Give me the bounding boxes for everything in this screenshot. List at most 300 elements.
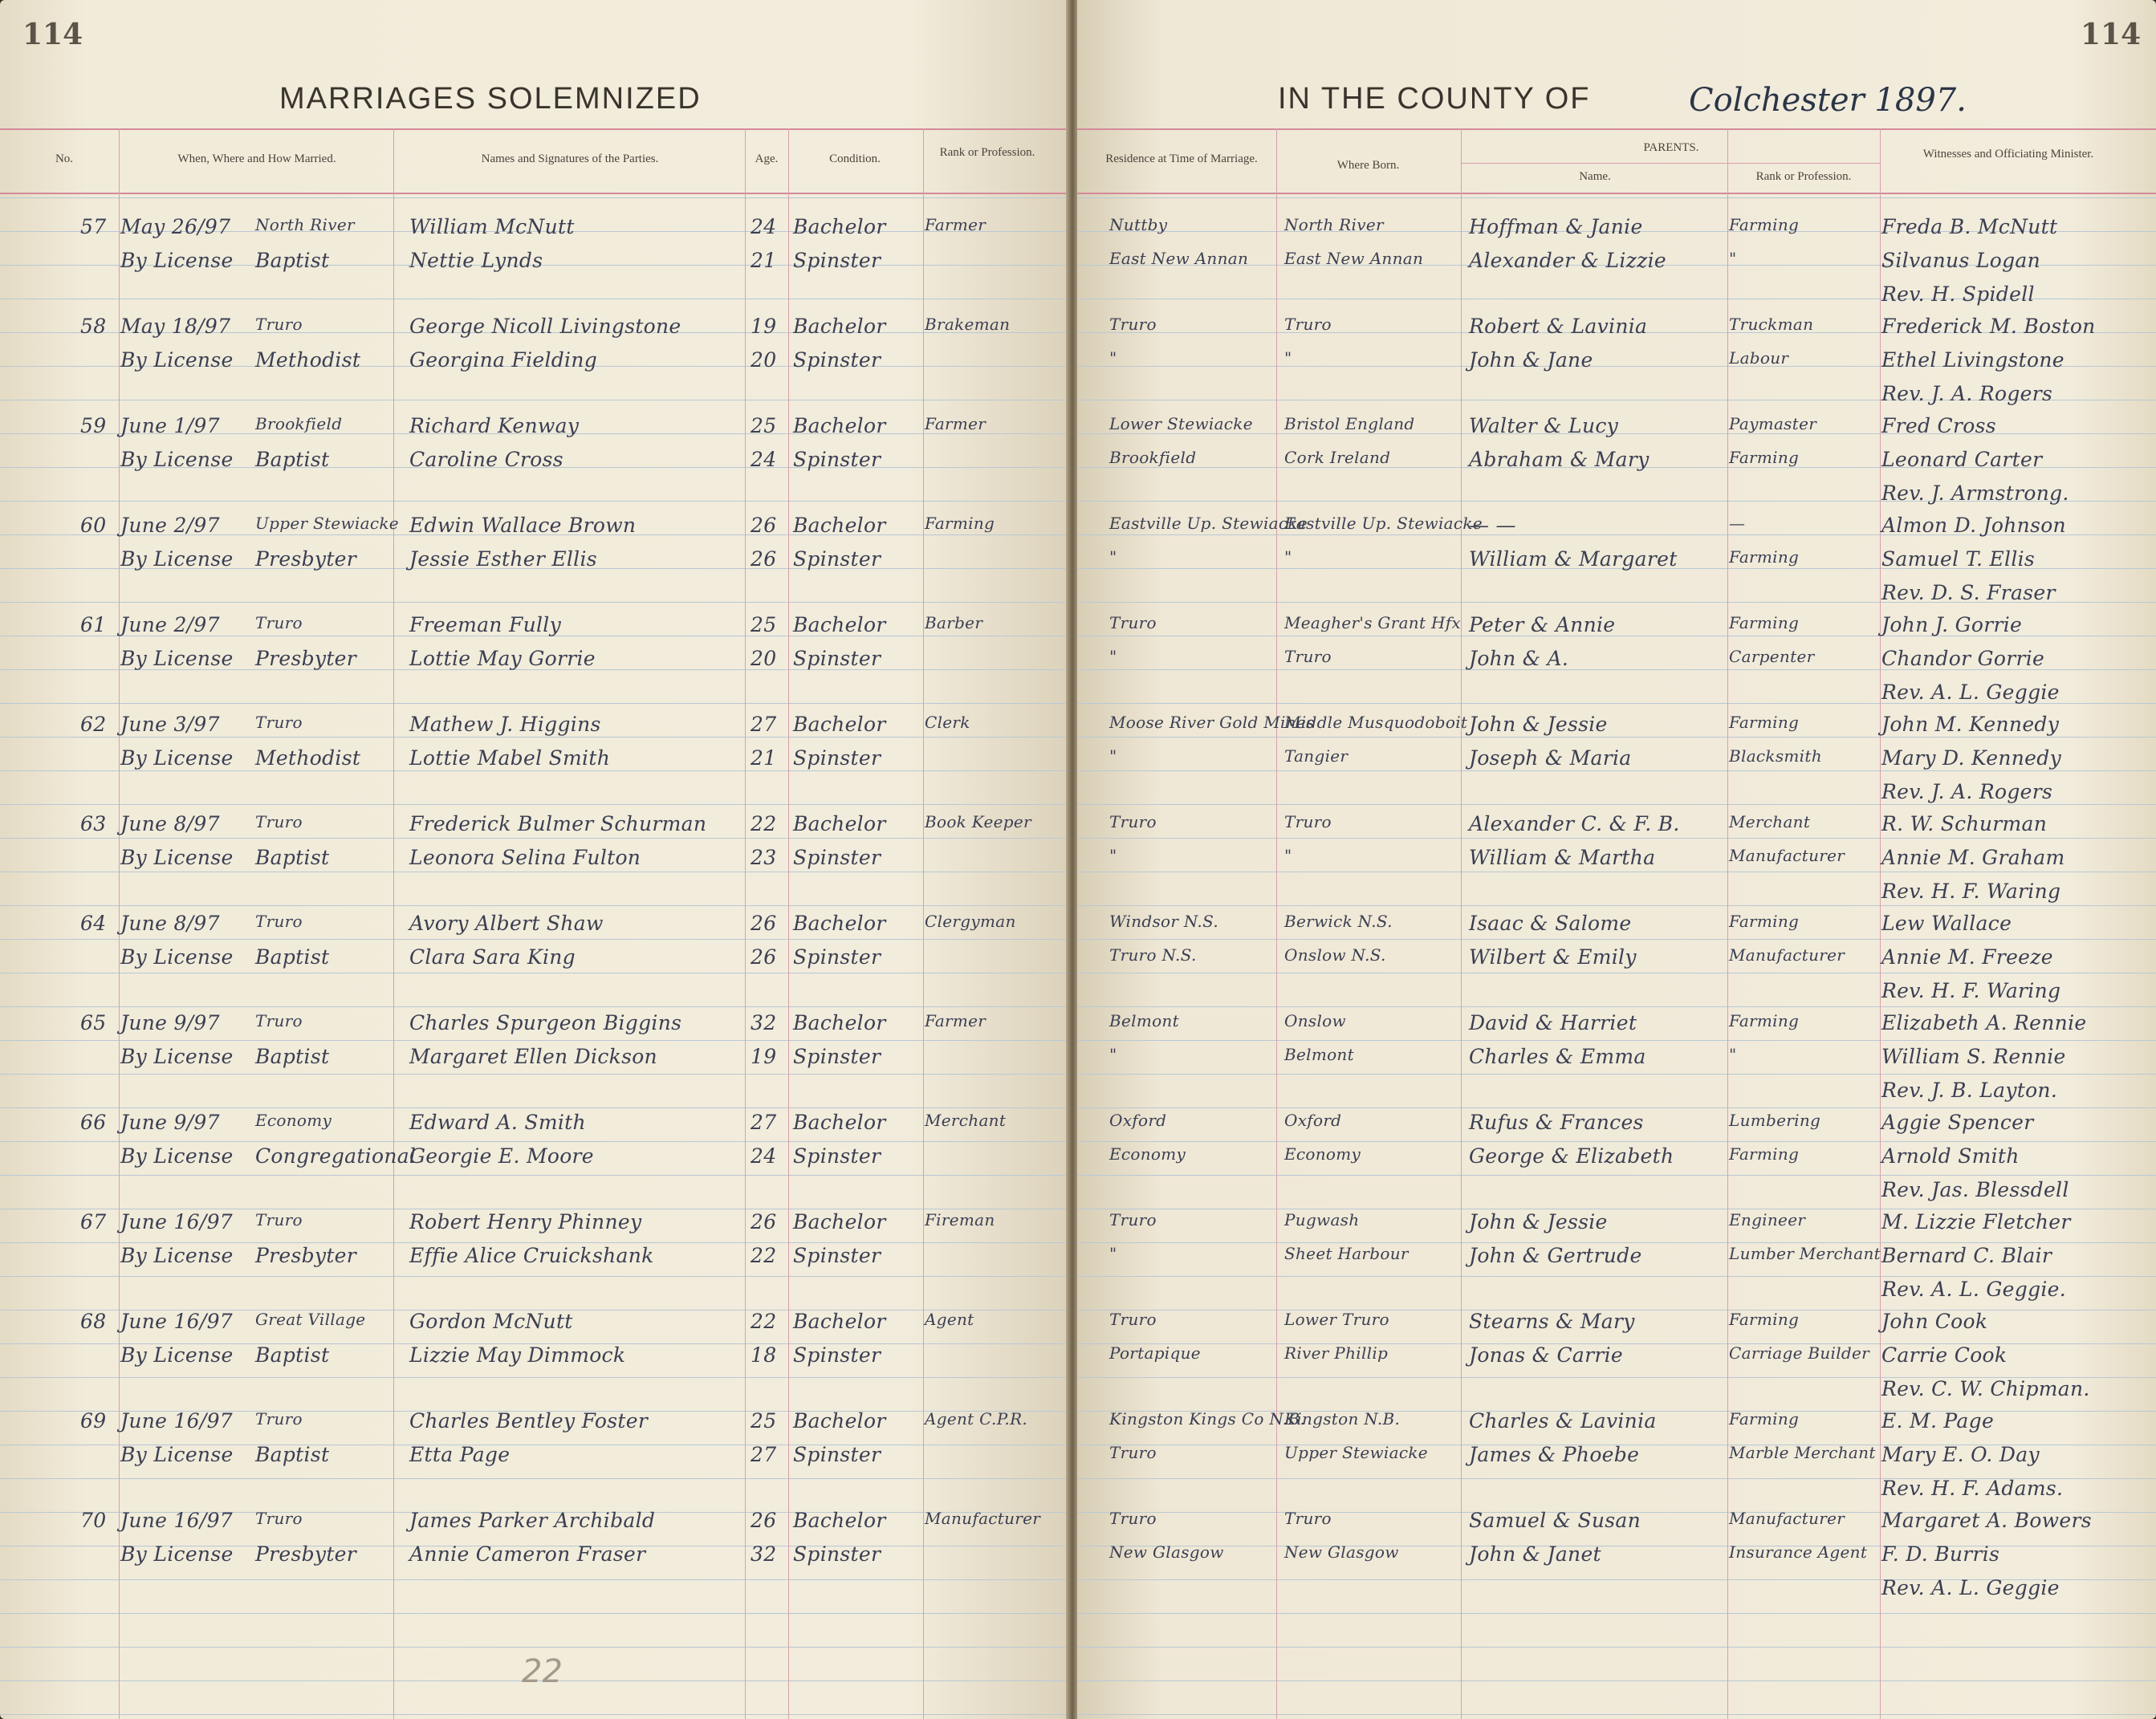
witness-1: R. W. Schurman	[1881, 812, 2048, 835]
col-header-condition: Condition.	[829, 152, 881, 165]
ruled-line	[1077, 804, 2156, 805]
ruled-line	[0, 1242, 1068, 1243]
groom-profession: Brakeman	[925, 315, 1011, 334]
bride-residence: "	[1109, 746, 1117, 766]
entry-number: 70	[80, 1509, 107, 1532]
witness-2: Leonard Carter	[1881, 448, 2043, 471]
bride-parents: Jonas & Carrie	[1469, 1343, 1623, 1367]
witness-1: John J. Gorrie	[1881, 613, 2023, 636]
bride-parents-profession: Farming	[1729, 547, 1800, 567]
denomination: Baptist	[255, 1343, 330, 1367]
bride-residence: "	[1109, 647, 1117, 666]
col-header-parents-name: Name.	[1579, 170, 1611, 183]
entry-number: 58	[80, 315, 107, 338]
groom-profession: Manufacturer	[925, 1509, 1041, 1528]
groom-condition: Bachelor	[793, 1310, 886, 1333]
marriage-by-license: By License	[120, 547, 234, 571]
groom-condition: Bachelor	[793, 1011, 886, 1034]
ruled-line	[1077, 737, 2156, 738]
marriage-date: June 8/97	[120, 912, 220, 935]
groom-condition: Bachelor	[793, 215, 886, 238]
bride-residence: Truro N.S.	[1109, 945, 1197, 965]
groom-age: 25	[751, 613, 777, 636]
marriage-place: Truro	[255, 315, 303, 334]
denomination: Presbyter	[255, 1244, 357, 1267]
marriage-place: Truro	[255, 812, 303, 831]
bride-parents-profession: Carpenter	[1729, 647, 1815, 666]
marriage-place: Economy	[255, 1111, 332, 1130]
ruled-line	[0, 1276, 1068, 1277]
officiating-minister: Rev. H. F. Waring	[1881, 979, 2061, 1002]
groom-birthplace: Eastville Up. Stewiacke	[1284, 514, 1483, 533]
officiating-minister: Rev. H. Spidell	[1881, 282, 2035, 306]
col-divider	[1461, 128, 1462, 1719]
marriage-by-license: By License	[120, 846, 234, 869]
entry-number: 66	[80, 1111, 107, 1134]
denomination: Baptist	[255, 846, 330, 869]
ruled-line	[0, 1006, 1068, 1007]
entry-number: 59	[80, 414, 107, 437]
denomination: Congregational	[255, 1144, 417, 1168]
groom-profession: Book Keeper	[925, 812, 1031, 831]
groom-condition: Bachelor	[793, 1210, 886, 1233]
bride-parents: John & Janet	[1469, 1542, 1601, 1566]
groom-profession: Farming	[925, 514, 995, 533]
ruled-line	[0, 1377, 1068, 1378]
marriage-by-license: By License	[120, 1542, 234, 1566]
ruled-line	[0, 1613, 1068, 1614]
ruled-line	[1077, 1613, 2156, 1614]
bride-parents-profession: Labour	[1729, 348, 1789, 368]
bride-name: Nettie Lynds	[409, 249, 543, 272]
groom-birthplace: Meagher's Grant Hfx	[1284, 613, 1461, 632]
bride-condition: Spinster	[793, 249, 881, 272]
ruled-line	[0, 703, 1068, 704]
groom-residence: Kingston Kings Co N.B.	[1109, 1409, 1306, 1428]
marriage-by-license: By License	[120, 1443, 234, 1466]
groom-condition: Bachelor	[793, 1409, 886, 1432]
bride-birthplace: "	[1284, 547, 1292, 567]
groom-age: 25	[751, 414, 777, 437]
groom-profession: Agent	[925, 1310, 974, 1329]
ruled-line	[0, 1040, 1068, 1041]
groom-residence: Nuttby	[1109, 215, 1168, 234]
left-page	[0, 0, 1068, 1719]
entry-number: 67	[80, 1210, 107, 1233]
groom-age: 26	[751, 514, 777, 537]
groom-name: Edwin Wallace Brown	[409, 514, 637, 537]
bride-parents-profession: "	[1729, 249, 1737, 268]
ruled-line	[0, 1579, 1068, 1580]
witness-2: Annie M. Freeze	[1881, 945, 2053, 969]
bride-age: 22	[751, 1244, 777, 1267]
ruled-line	[0, 804, 1068, 805]
bride-residence: East New Annan	[1109, 249, 1249, 268]
ruled-line	[0, 905, 1068, 906]
col-divider	[1276, 128, 1277, 1719]
col-divider	[788, 128, 789, 1719]
bride-condition: Spinster	[793, 1443, 881, 1466]
groom-profession: Merchant	[925, 1111, 1007, 1130]
denomination: Presbyter	[255, 1542, 357, 1566]
groom-name: Charles Spurgeon Biggins	[409, 1011, 682, 1034]
groom-parents-profession: Farming	[1729, 1409, 1800, 1428]
marriage-by-license: By License	[120, 448, 234, 471]
entry-number: 60	[80, 514, 107, 537]
witness-1: Lew Wallace	[1881, 912, 2012, 935]
title-left: MARRIAGES SOLEMNIZED	[279, 82, 702, 116]
groom-condition: Bachelor	[793, 315, 886, 338]
bride-residence: Truro	[1109, 1443, 1157, 1462]
groom-name: Robert Henry Phinney	[409, 1210, 642, 1233]
county-name: Colchester 1897.	[1689, 82, 1967, 119]
ruled-line	[0, 1141, 1068, 1142]
col-divider	[745, 128, 746, 1719]
bride-parents-profession: Blacksmith	[1729, 746, 1822, 766]
groom-parents: Samuel & Susan	[1469, 1509, 1641, 1532]
marriage-by-license: By License	[120, 1244, 234, 1267]
ruled-line	[1077, 1276, 2156, 1277]
officiating-minister: Rev. J. A. Rogers	[1881, 780, 2053, 803]
groom-residence: Lower Stewiacke	[1109, 414, 1253, 433]
bride-parents: George & Elizabeth	[1469, 1144, 1674, 1168]
bride-name: Lizzie May Dimmock	[409, 1343, 626, 1367]
entry-number: 64	[80, 912, 107, 935]
denomination: Methodist	[255, 348, 361, 372]
bride-birthplace: Belmont	[1284, 1045, 1354, 1064]
entry-number: 62	[80, 713, 107, 736]
witness-1: Margaret A. Bowers	[1881, 1509, 2092, 1532]
ruled-line	[0, 602, 1068, 603]
groom-age: 25	[751, 1409, 777, 1432]
marriage-by-license: By License	[120, 945, 234, 969]
bride-name: Jessie Esther Ellis	[409, 547, 597, 571]
bride-name: Georgie E. Moore	[409, 1144, 594, 1168]
bride-condition: Spinster	[793, 348, 881, 372]
groom-profession: Clerk	[925, 713, 970, 732]
denomination: Presbyter	[255, 647, 357, 670]
groom-birthplace: Lower Truro	[1284, 1310, 1389, 1329]
entry-number: 65	[80, 1011, 107, 1034]
groom-name: Avory Albert Shaw	[409, 912, 604, 935]
bride-age: 20	[751, 348, 777, 372]
witness-2: Ethel Livingstone	[1881, 348, 2064, 372]
witness-2: Mary E. O. Day	[1881, 1443, 2040, 1466]
groom-profession: Fireman	[925, 1210, 995, 1229]
bride-name: Caroline Cross	[409, 448, 563, 471]
marriage-place: Truro	[255, 1409, 303, 1428]
marriage-place: Truro	[255, 713, 303, 732]
groom-parents-profession: Farming	[1729, 1310, 1800, 1329]
ruled-line	[0, 1714, 1068, 1715]
right-page-number: 114	[2081, 18, 2142, 51]
bride-birthplace: Economy	[1284, 1144, 1361, 1164]
bride-condition: Spinster	[793, 448, 881, 471]
bride-parents: James & Phoebe	[1469, 1443, 1640, 1466]
header-rule-top	[1077, 128, 2156, 130]
left-page-number: 114	[22, 18, 83, 51]
groom-age: 27	[751, 1111, 777, 1134]
ruled-line	[0, 737, 1068, 738]
parents-subrule	[1461, 163, 1880, 164]
col-header-parents-rank: Rank or Profession.	[1755, 170, 1852, 183]
entry-number: 61	[80, 613, 107, 636]
marriage-by-license: By License	[120, 746, 234, 770]
witness-1: Freda B. McNutt	[1881, 215, 2058, 238]
ruled-line	[1077, 1714, 2156, 1715]
bride-condition: Spinster	[793, 1343, 881, 1367]
bride-birthplace: New Glasgow	[1284, 1542, 1399, 1562]
bride-residence: Brookfield	[1109, 448, 1197, 467]
col-divider	[923, 128, 924, 1719]
ruled-line	[1077, 197, 2156, 198]
groom-parents-profession: Farming	[1729, 613, 1800, 632]
officiating-minister: Rev. A. L. Geggie.	[1881, 1278, 2067, 1301]
groom-parents: David & Harriet	[1469, 1011, 1637, 1034]
groom-parents-profession: —	[1729, 514, 1746, 533]
groom-age: 32	[751, 1011, 777, 1034]
bride-parents: Charles & Emma	[1469, 1045, 1646, 1068]
bride-name: Clara Sara King	[409, 945, 576, 969]
entry-number: 63	[80, 812, 107, 835]
marriage-date: June 16/97	[120, 1409, 234, 1432]
bride-residence: "	[1109, 348, 1117, 368]
col-header-where-born: Where Born.	[1336, 159, 1400, 172]
ruled-line	[1077, 1141, 2156, 1142]
marriage-place: Truro	[255, 1210, 303, 1229]
marriage-by-license: By License	[120, 1144, 234, 1168]
bride-condition: Spinster	[793, 1244, 881, 1267]
witness-1: E. M. Page	[1881, 1409, 1995, 1432]
bride-parents-profession: Insurance Agent	[1729, 1542, 1868, 1562]
witness-1: John Cook	[1881, 1310, 1988, 1333]
header-rule-bottom	[1077, 193, 2156, 194]
marriage-date: June 9/97	[120, 1111, 220, 1134]
bride-age: 21	[751, 249, 777, 272]
witness-1: Aggie Spencer	[1881, 1111, 2034, 1134]
marriage-date: June 16/97	[120, 1310, 234, 1333]
ruled-line	[0, 1478, 1068, 1479]
marriage-place: Great Village	[255, 1310, 366, 1329]
marriage-date: June 3/97	[120, 713, 220, 736]
bride-name: Leonora Selina Fulton	[409, 846, 641, 869]
denomination: Baptist	[255, 945, 330, 969]
bride-age: 24	[751, 448, 777, 471]
officiating-minister: Rev. J. B. Layton.	[1881, 1079, 2058, 1102]
bride-name: Margaret Ellen Dickson	[409, 1045, 657, 1068]
entry-number: 68	[80, 1310, 107, 1333]
groom-condition: Bachelor	[793, 1111, 886, 1134]
groom-profession: Farmer	[925, 1011, 986, 1030]
groom-parents: Rufus & Frances	[1469, 1111, 1644, 1134]
groom-name: Charles Bentley Foster	[409, 1409, 649, 1432]
ruled-line	[0, 939, 1068, 940]
groom-name: Gordon McNutt	[409, 1310, 573, 1333]
bride-birthplace: Tangier	[1284, 746, 1349, 766]
bride-parents: Wilbert & Emily	[1469, 945, 1637, 969]
groom-name: George Nicoll Livingstone	[409, 315, 681, 338]
bride-parents: William & Margaret	[1469, 547, 1678, 571]
bride-parents: John & A.	[1469, 647, 1569, 670]
bride-birthplace: Truro	[1284, 647, 1332, 666]
marriage-date: June 9/97	[120, 1011, 220, 1034]
marriage-date: June 16/97	[120, 1509, 234, 1532]
groom-birthplace: North River	[1284, 215, 1384, 234]
title-right: IN THE COUNTY OF	[1278, 82, 1591, 116]
groom-parents-profession: Farming	[1729, 713, 1800, 732]
witness-2: Chandor Gorrie	[1881, 647, 2045, 670]
bride-parents-profession: Lumber Merchant	[1729, 1244, 1881, 1263]
denomination: Presbyter	[255, 547, 357, 571]
groom-condition: Bachelor	[793, 414, 886, 437]
denomination: Baptist	[255, 249, 330, 272]
ruled-line	[0, 501, 1068, 502]
col-header-when-where: When, Where and How Married.	[177, 152, 336, 165]
groom-parents: Isaac & Salome	[1469, 912, 1632, 935]
groom-age: 22	[751, 812, 777, 835]
col-divider	[119, 128, 120, 1719]
bride-residence: "	[1109, 846, 1117, 865]
groom-parents: Walter & Lucy	[1469, 414, 1619, 437]
denomination: Baptist	[255, 448, 330, 471]
witness-2: Bernard C. Blair	[1881, 1244, 2052, 1267]
ruled-line	[1077, 1006, 2156, 1007]
groom-condition: Bachelor	[793, 613, 886, 636]
bride-condition: Spinster	[793, 647, 881, 670]
witness-2: Samuel T. Ellis	[1881, 547, 2036, 571]
bride-parents: William & Martha	[1469, 846, 1656, 869]
bride-parents: Abraham & Mary	[1469, 448, 1650, 471]
right-page	[1077, 0, 2156, 1719]
ruled-line	[1077, 1175, 2156, 1176]
bride-parents: John & Jane	[1469, 348, 1593, 372]
groom-condition: Bachelor	[793, 912, 886, 935]
denomination: Baptist	[255, 1443, 330, 1466]
groom-parents-profession: Farming	[1729, 912, 1800, 931]
marriage-place: Upper Stewiacke	[255, 514, 399, 533]
bride-age: 32	[751, 1542, 777, 1566]
header-rule-bottom	[0, 193, 1068, 194]
col-header-rank: Rank or Profession.	[939, 146, 1035, 159]
groom-parents: Peter & Annie	[1469, 613, 1616, 636]
groom-age: 26	[751, 1509, 777, 1532]
officiating-minister: Rev. A. L. Geggie	[1881, 1576, 2060, 1599]
groom-age: 26	[751, 912, 777, 935]
bride-condition: Spinster	[793, 945, 881, 969]
marriage-date: May 26/97	[120, 215, 231, 238]
groom-parents-profession: Farming	[1729, 1011, 1800, 1030]
groom-residence: Truro	[1109, 315, 1157, 334]
groom-birthplace: Onslow	[1284, 1011, 1346, 1030]
marriage-by-license: By License	[120, 1045, 234, 1068]
bride-name: Etta Page	[409, 1443, 511, 1466]
ruled-line	[1077, 1040, 2156, 1041]
bride-age: 19	[751, 1045, 777, 1068]
groom-parents-profession: Paymaster	[1729, 414, 1817, 433]
groom-residence: Truro	[1109, 812, 1157, 831]
col-header-names: Names and Signatures of the Parties.	[481, 152, 659, 165]
groom-parents-profession: Lumbering	[1729, 1111, 1821, 1130]
groom-birthplace: Pugwash	[1284, 1210, 1360, 1229]
bride-parents-profession: Carriage Builder	[1729, 1343, 1870, 1363]
entry-number: 69	[80, 1409, 107, 1432]
bride-name: Lottie May Gorrie	[409, 647, 596, 670]
bride-residence: Portapique	[1109, 1343, 1201, 1363]
officiating-minister: Rev. A. L. Geggie	[1881, 681, 2060, 704]
groom-parents: — —	[1469, 514, 1516, 537]
groom-parents-profession: Engineer	[1729, 1210, 1806, 1229]
bride-parents: Joseph & Maria	[1469, 746, 1632, 770]
col-header-witnesses: Witnesses and Officiating Minister.	[1922, 148, 2094, 161]
officiating-minister: Rev. H. F. Adams.	[1881, 1477, 2064, 1500]
groom-residence: Moose River Gold Mines	[1109, 713, 1315, 732]
groom-birthplace: Kingston N.B.	[1284, 1409, 1401, 1428]
col-header-no: No.	[55, 152, 74, 165]
groom-condition: Bachelor	[793, 514, 886, 537]
bride-condition: Spinster	[793, 846, 881, 869]
denomination: Methodist	[255, 746, 361, 770]
ruled-line	[1077, 838, 2156, 839]
ruled-line	[1077, 770, 2156, 771]
marriage-by-license: By License	[120, 249, 234, 272]
witness-2: Silvanus Logan	[1881, 249, 2040, 272]
groom-birthplace: Middle Musquodoboit	[1284, 713, 1468, 732]
groom-condition: Bachelor	[793, 713, 886, 736]
groom-name: Freeman Fully	[409, 613, 562, 636]
bride-condition: Spinster	[793, 1144, 881, 1168]
bride-name: Georgina Fielding	[409, 348, 598, 372]
pencil-note: 22	[522, 1653, 563, 1690]
entry-number: 57	[80, 215, 107, 238]
bride-age: 27	[751, 1443, 777, 1466]
groom-profession: Farmer	[925, 414, 986, 433]
witness-1: M. Lizzie Fletcher	[1881, 1210, 2071, 1233]
groom-birthplace: Oxford	[1284, 1111, 1342, 1130]
marriage-date: May 18/97	[120, 315, 231, 338]
bride-condition: Spinster	[793, 1542, 881, 1566]
groom-parents-profession: Truckman	[1729, 315, 1814, 334]
groom-birthplace: Truro	[1284, 812, 1332, 831]
officiating-minister: Rev. J. Armstrong.	[1881, 482, 2069, 505]
witness-2: F. D. Burris	[1881, 1542, 2000, 1566]
groom-parents-profession: Manufacturer	[1729, 1509, 1845, 1528]
col-divider	[393, 128, 394, 1719]
bride-birthplace: Upper Stewiacke	[1284, 1443, 1428, 1462]
groom-birthplace: Truro	[1284, 315, 1332, 334]
witness-2: Arnold Smith	[1881, 1144, 2020, 1168]
bride-age: 23	[751, 846, 777, 869]
groom-residence: Windsor N.S.	[1109, 912, 1219, 931]
groom-name: Richard Kenway	[409, 414, 580, 437]
marriage-date: June 16/97	[120, 1210, 234, 1233]
bride-birthplace: Onslow N.S.	[1284, 945, 1386, 965]
marriage-place: Truro	[255, 613, 303, 632]
bride-parents: John & Gertrude	[1469, 1244, 1642, 1267]
header-rule-top	[0, 128, 1068, 130]
ruled-line	[1077, 1074, 2156, 1075]
witness-1: Almon D. Johnson	[1881, 514, 2066, 537]
witness-2: Annie M. Graham	[1881, 846, 2065, 869]
groom-residence: Truro	[1109, 1210, 1157, 1229]
col-header-residence: Residence at Time of Marriage.	[1105, 152, 1258, 165]
groom-parents: Hoffman & Janie	[1469, 215, 1643, 238]
officiating-minister: Rev. C. W. Chipman.	[1881, 1377, 2090, 1400]
bride-parents-profession: Marble Merchant	[1729, 1443, 1876, 1462]
bride-birthplace: River Phillip	[1284, 1343, 1389, 1363]
bride-birthplace: Sheet Harbour	[1284, 1244, 1409, 1263]
bride-birthplace: Cork Ireland	[1284, 448, 1391, 467]
bride-age: 20	[751, 647, 777, 670]
